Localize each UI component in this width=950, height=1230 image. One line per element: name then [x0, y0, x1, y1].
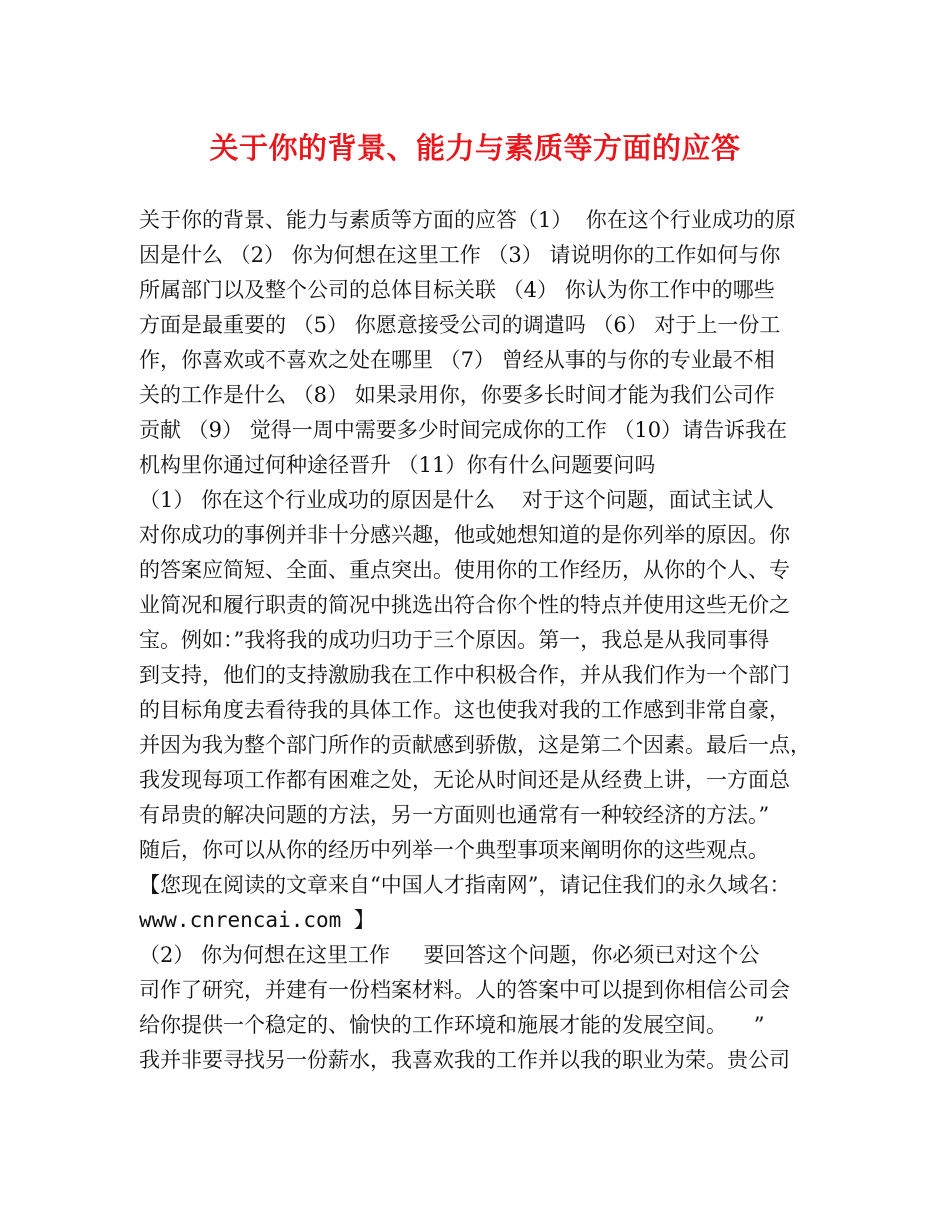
- body-line: 我并非要寻找另一份薪水，我喜欢我的工作并以我的职业为荣。贵公司: [139, 1048, 790, 1072]
- body-line: 并因为我为整个部门所作的贡献感到骄傲，这是第二个因素。最后一点，: [139, 733, 811, 757]
- source-domain-line: www.cnrencai.com 】: [139, 908, 375, 932]
- body-line: 对你成功的事例并非十分感兴趣，他或她想知道的是你列举的原因。你: [139, 523, 790, 547]
- body-line: 司作了研究，并建有一份档案材料。人的答案中可以提到你相信公司会: [139, 978, 790, 1002]
- source-notice-line: 【您现在阅读的文章来自“中国人才指南网”，请记住我们的永久域名：: [139, 873, 791, 897]
- body-line: 业简况和履行职责的简况中挑选出符合你个性的特点并使用这些无价之: [139, 593, 790, 617]
- body-line: 的答案应简短、全面、重点突出。使用你的工作经历，从你的个人、专: [139, 558, 790, 582]
- body-line: 关的工作是什么 （8） 如果录用你，你要多长时间才能为我们公司作: [139, 383, 775, 407]
- body-line: 方面是最重要的 （5） 你愿意接受公司的调遣吗 （6） 对于上一份工: [139, 313, 781, 337]
- document-body: [139, 203, 839, 1078]
- body-line: 贡献 （9） 觉得一周中需要多少时间完成你的工作 （10）请告诉我在: [139, 418, 788, 442]
- body-line: 所属部门以及整个公司的总体目标关联 （4） 你认为你工作中的哪些: [139, 278, 775, 302]
- body-line: （1） 你在这个行业成功的原因是什么 对于这个问题，面试主试人: [139, 488, 774, 512]
- body-line: 随后，你可以从你的经历中列举一个典型事项来阐明你的这些观点。: [139, 838, 769, 862]
- body-line: 关于你的背景、能力与素质等方面的应答（1） 你在这个行业成功的原: [139, 208, 796, 232]
- body-line: 给你提供一个稳定的、愉快的工作环境和施展才能的发展空间。 ”: [139, 1013, 765, 1037]
- body-line: 作，你喜欢或不喜欢之处在哪里 （7） 曾经从事的与你的专业最不相: [139, 348, 775, 372]
- body-line: 因是什么 （2） 你为何想在这里工作 （3） 请说明你的工作如何与你: [139, 243, 781, 267]
- body-line: （2） 你为何想在这里工作 要回答这个问题，你必须已对这个公: [139, 943, 760, 967]
- body-line: 我发现每项工作都有困难之处，无论从时间还是从经费上讲，一方面总: [139, 768, 790, 792]
- body-line: 的目标角度去看待我的具体工作。这也使我对我的工作感到非常自豪，: [139, 698, 790, 722]
- body-line: 有昂贵的解决问题的方法，另一方面则也通常有一种较经济的方法。”: [139, 803, 770, 827]
- document-title: 关于你的背景、能力与素质等方面的应答: [209, 131, 741, 165]
- body-line: 到支持，他们的支持激励我在工作中积极合作，并从我们作为一个部门: [139, 663, 790, 687]
- body-line: 宝。例如：”我将我的成功归功于三个原因。第一，我总是从我同事得: [139, 628, 770, 652]
- body-line: 机构里你通过何种途径晋升 （11）你有什么问题要问吗: [139, 453, 656, 477]
